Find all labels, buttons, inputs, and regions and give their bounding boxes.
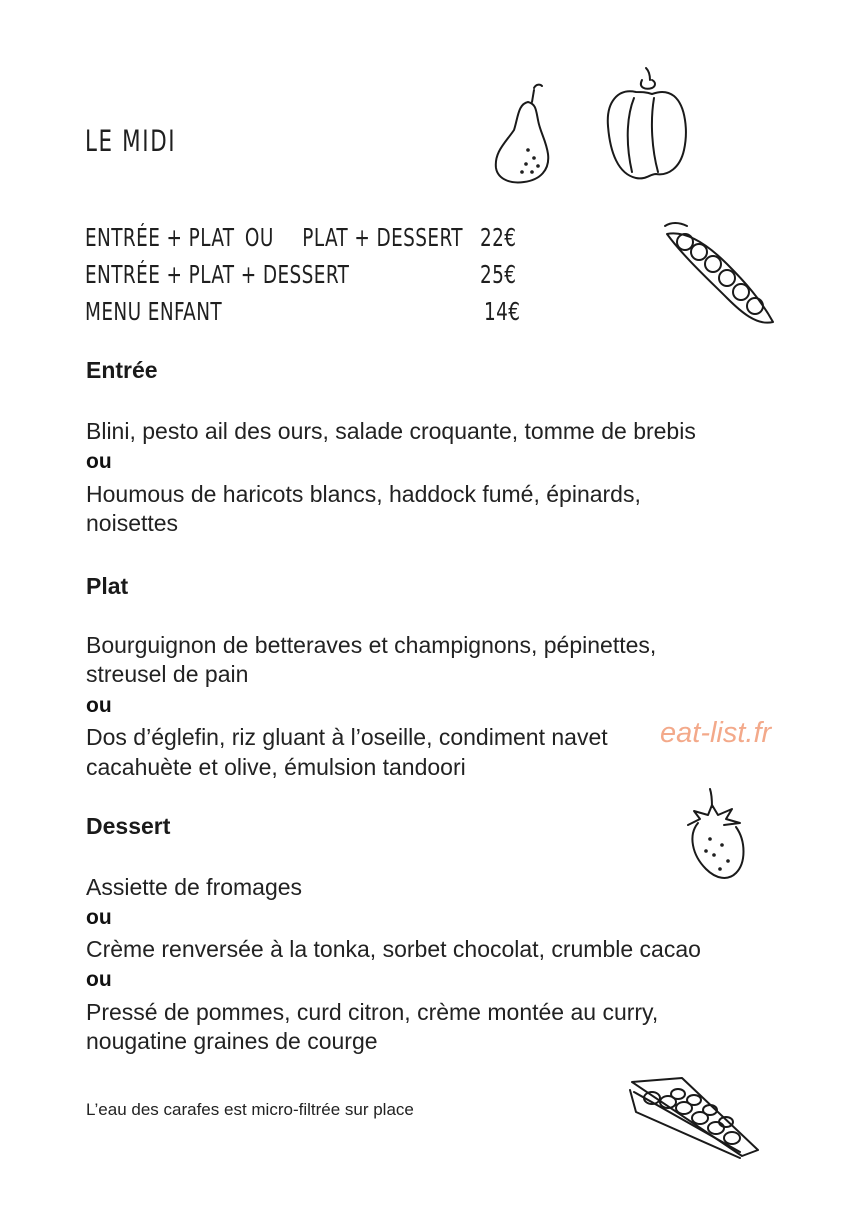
entree-dish-2-line-2: noisettes	[86, 510, 179, 536]
entree-dish-2-line-1: Houmous de haricots blancs, haddock fumé, épinards,	[86, 481, 641, 507]
entree-or: ou	[86, 450, 112, 473]
watermark: eat-list.fr	[660, 717, 772, 749]
formula-price-1: 22€	[480, 223, 517, 252]
plat-dish-2-line-1: Dos d’églefin, riz gluant à l’oseille, condiment navet	[86, 724, 608, 750]
entree-dish-1: Blini, pesto ail des ours, salade croquante, tomme de brebis	[86, 418, 696, 444]
dessert-dish-3-line-2: nougatine graines de courge	[86, 1028, 378, 1054]
formula-price-3: 14€	[484, 297, 521, 326]
dessert-dish-3-line-1: Pressé de pommes, curd citron, crème montée au curry,	[86, 999, 659, 1025]
pear-icon	[488, 80, 558, 190]
formula-label: MENU ENFANT	[85, 297, 223, 326]
strawberry-icon	[680, 785, 752, 885]
menu-title: LE MIDI	[85, 124, 177, 158]
section-title-plat: Plat	[86, 573, 129, 599]
formula-label-2: PLAT + DESSERT	[302, 223, 463, 252]
bell-pepper-icon	[596, 62, 696, 190]
dessert-or-1: ou	[86, 906, 112, 929]
pea-pod-icon	[657, 212, 782, 337]
dessert-or-2: ou	[86, 968, 112, 991]
footer-note: L’eau des carafes est micro-filtrée sur place	[86, 1100, 414, 1119]
formula-or: OU	[244, 223, 274, 252]
formula-label: ENTRÉE + PLAT + DESSERT	[85, 260, 350, 289]
dessert-dish-2: Crème renversée à la tonka, sorbet chocolat, crumble cacao	[86, 936, 701, 962]
plat-dish-1-line-2: streusel de pain	[86, 661, 249, 687]
plat-dish-1-line-1: Bourguignon de betteraves et champignons, pépinettes,	[86, 632, 657, 658]
section-title-entree: Entrée	[86, 357, 158, 383]
section-title-dessert: Dessert	[86, 813, 171, 839]
formula-label: ENTRÉE + PLAT	[85, 223, 235, 252]
plat-dish-2-line-2: cacahuète et olive, émulsion tandoori	[86, 754, 466, 780]
plat-or: ou	[86, 694, 112, 717]
dessert-dish-1: Assiette de fromages	[86, 874, 303, 900]
formula-price-2: 25€	[480, 260, 517, 289]
tart-slice-icon	[622, 1072, 764, 1162]
